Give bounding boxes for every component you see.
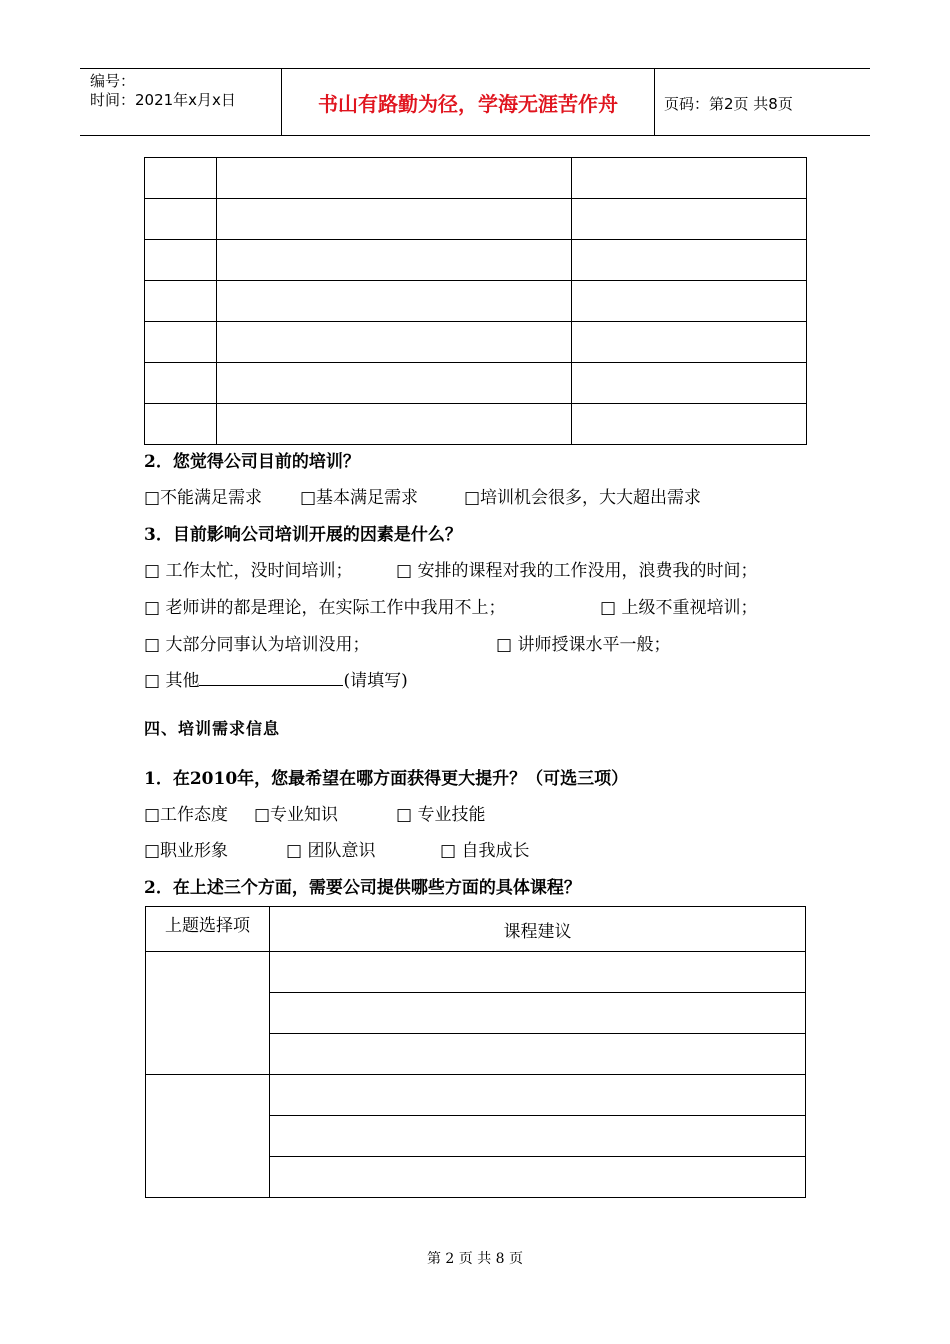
question-2-title: 2．您觉得公司目前的培训？ <box>144 452 360 472</box>
option-checkbox[interactable]: □职业形象 <box>144 841 229 861</box>
table-cell[interactable] <box>572 158 807 199</box>
table-cell[interactable] <box>217 240 572 281</box>
table-cell[interactable] <box>217 281 572 322</box>
section-title: 四、培训需求信息 <box>144 719 281 738</box>
option-checkbox[interactable]: □ 大部分同事认为培训没用； <box>144 635 370 655</box>
table-cell[interactable] <box>572 199 807 240</box>
table-header-row <box>146 907 806 952</box>
table-cell[interactable] <box>572 240 807 281</box>
table-cell[interactable] <box>145 240 217 281</box>
table-cell[interactable] <box>145 322 217 363</box>
table-cell[interactable] <box>145 363 217 404</box>
table-row <box>145 199 807 240</box>
table-cell[interactable] <box>270 952 806 993</box>
option-checkbox[interactable]: □ 其他 <box>144 671 200 691</box>
table-row <box>145 240 807 281</box>
table-cell[interactable] <box>217 322 572 363</box>
column-header: 上题选择项 <box>146 907 270 952</box>
option-checkbox[interactable]: □ 自我成长 <box>440 841 530 861</box>
option-checkbox[interactable]: □基本满足需求 <box>300 488 419 508</box>
option-checkbox[interactable]: □ 老师讲的都是理论，在实际工作中我用不上； <box>144 598 506 618</box>
option-checkbox[interactable]: □ 安排的课程对我的工作没用，浪费我的时间； <box>396 561 758 581</box>
table-row <box>145 322 807 363</box>
header-motto: 书山有路勤为径，学海无涯苦作舟 <box>318 92 618 116</box>
table-cell[interactable] <box>145 281 217 322</box>
page-footer: 第 2 页 共 8 页 <box>426 1251 524 1267</box>
header-bottom-rule <box>80 135 870 136</box>
option-checkbox[interactable]: □不能满足需求 <box>144 488 263 508</box>
question-2-title: 2．在上述三个方面，需要公司提供哪些方面的具体课程？ <box>144 878 581 898</box>
table-cell[interactable] <box>146 1075 270 1198</box>
table-cell[interactable] <box>217 199 572 240</box>
option-checkbox[interactable]: □培训机会很多，大大超出需求 <box>464 488 702 508</box>
fill-in-blank[interactable] <box>199 669 343 686</box>
table-cell[interactable] <box>145 404 217 445</box>
table-cell[interactable] <box>572 363 807 404</box>
option-checkbox[interactable]: □ 专业技能 <box>396 805 486 825</box>
table-cell[interactable] <box>217 404 572 445</box>
header-number: 编号： <box>90 72 136 90</box>
table-cell[interactable] <box>146 952 270 1075</box>
table-cell[interactable] <box>217 363 572 404</box>
option-checkbox[interactable]: □ 团队意识 <box>286 841 376 861</box>
option-checkbox[interactable]: □ 工作太忙，没时间培训； <box>144 561 353 581</box>
table-cell[interactable] <box>270 993 806 1034</box>
option-other <box>144 666 408 691</box>
table-cell[interactable] <box>217 158 572 199</box>
option-checkbox[interactable]: □工作态度 <box>144 805 229 825</box>
header-time: 时间：2021年x月x日 <box>90 91 236 109</box>
table-row <box>145 158 807 199</box>
blank-table <box>144 157 807 445</box>
table-row <box>145 404 807 445</box>
question-3-title: 3．目前影响公司培训开展的因素是什么？ <box>144 525 462 545</box>
table-cell[interactable] <box>270 1075 806 1116</box>
table-row <box>145 281 807 322</box>
table-cell[interactable] <box>270 1034 806 1075</box>
table-cell[interactable] <box>270 1157 806 1198</box>
table-row <box>146 1075 806 1116</box>
table-cell[interactable] <box>145 158 217 199</box>
header-top-rule <box>80 68 870 69</box>
option-checkbox[interactable]: □ 讲师授课水平一般； <box>496 635 671 655</box>
option-checkbox[interactable]: □ 上级不重视培训； <box>600 598 758 618</box>
question-1-title: 1．在2010年，您最希望在哪方面获得更大提升？（可选三项） <box>144 769 629 789</box>
table-cell[interactable] <box>572 322 807 363</box>
table-cell[interactable] <box>145 199 217 240</box>
fill-in-hint: (请填写) <box>343 671 408 691</box>
header-meta <box>90 72 236 110</box>
table-cell[interactable] <box>270 1116 806 1157</box>
table-row <box>146 952 806 993</box>
header-page-number: 页码：第2页 共8页 <box>664 95 793 113</box>
option-checkbox[interactable]: □专业知识 <box>254 805 339 825</box>
header-divider <box>654 68 655 136</box>
table-row <box>145 363 807 404</box>
table-cell[interactable] <box>572 404 807 445</box>
table-cell[interactable] <box>572 281 807 322</box>
column-header: 课程建议 <box>270 907 806 952</box>
course-suggestion-table <box>145 906 806 1198</box>
